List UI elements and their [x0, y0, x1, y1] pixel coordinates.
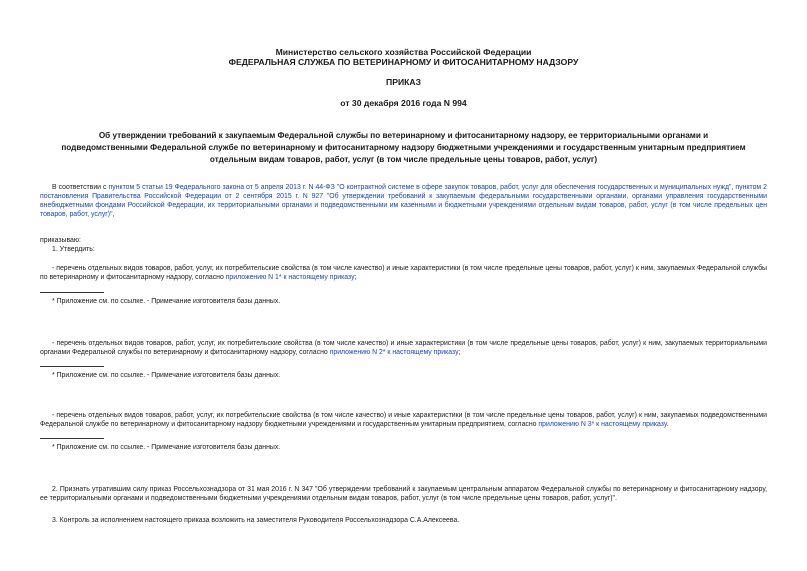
footnote: * Приложение см. по ссылке. - Примечание изготовителя базы данных. — [52, 298, 281, 305]
footnote: * Приложение см. по ссылке. - Примечание изготовителя базы данных. — [52, 444, 281, 451]
appendix-1-link[interactable]: приложению N 1* к настоящему приказу — [225, 274, 355, 281]
footnote-divider — [40, 292, 104, 293]
list-item — [40, 264, 767, 282]
ministry-name: Министерство сельского хозяйства Российской Федерации — [275, 47, 532, 57]
order-word: приказываю: — [40, 237, 81, 244]
footnote-divider — [40, 366, 104, 367]
government-decree-link[interactable]: пунктом 2 постановления Правительства Российской Федерации от 2 сентября 2015 г. N 927 "Об утверждении требований к закупаемым федеральными государственными органами, органами управления государственными внебюджетными фондами Российской Федерации, их территориальными органами и подведомственными им казенными и бюджетными учреждениями отдельным видам товаров, работ, услуг (в том числе предельных цен товаров, работ, услуг)" — [40, 184, 767, 218]
item-3-control: 3. Контроль за исполнением настоящего приказа возложить на заместителя Руководителя Россельхознадзора С.А.Алексеева. — [52, 517, 460, 524]
list-item-end: ; — [458, 349, 461, 356]
list-item-end: . — [666, 421, 669, 428]
list-item-text: - перечень отдельных видов товаров, работ, услуг, их потребительские свойства (в том числе качество) и иные характеристики (в том числе предельные цены товаров, работ, услуг) к ним, закупаемых подведомственными Федеральной службе по ветеринарному и фитосанитарному надзору бюджетными учреждениями и государственным унитарным предприятием, согласно — [40, 412, 767, 428]
preamble-paragraph — [40, 183, 767, 219]
service-name: ФЕДЕРАЛЬНАЯ СЛУЖБА ПО ВЕТЕРИНАРНОМУ И ФИТОСАНИТАРНОМУ НАДЗОРУ — [228, 57, 579, 67]
document-title: Об утверждении требований к закупаемым Федеральной службы по ветеринарному и фитосанитарному надзору, ее территориальными органами и подведомственными Федеральной службе по ветеринарному и фитосанитарному надзору бюджетными учреждениями и государственным унитарным предприятием отдельным видам товаров, работ, услуг (в том числе предельные цены товаров, работ, услуг) — [61, 131, 746, 164]
document-date-number: от 30 декабря 2016 года N 994 — [340, 98, 467, 108]
list-item-text: - перечень отдельных видов товаров, работ, услуг, их потребительские свойства (в том числе качество) и иные характеристики (в том числе предельные цены товаров, работ, услуг) к ним, закупаемых территориальными органами Федеральной службы по ветеринарному и фитосанитарному надзору, согласно — [40, 340, 767, 356]
list-item — [40, 339, 767, 357]
list-item-text: - перечень отдельных видов товаров, работ, услуг, их потребительские свойства (в том числе качество) и иные характеристики (в том числе предельные цены товаров, работ, услуг) к ним, закупаемых Федеральной службы по ветеринарному и фитосанитарному надзору, согласно — [40, 265, 767, 281]
appendix-2-link[interactable]: приложению N 2* к настоящему приказу — [329, 349, 459, 356]
document-type: ПРИКАЗ — [386, 77, 421, 87]
item-2-repeal: 2. Признать утратившим силу приказ Россельхознадзора от 31 мая 2016 г. N 347 "Об утверждении требований к закупаемым центральным аппаратом Федеральной службы по ветеринарному и фитосанитарному надзору, ее территориальными органами и подведомственными бюджетными учреждениями отдельным видам товаров, работ, услуг (в том числе предельные цены товаров, работ, услуг)". — [40, 486, 767, 502]
list-item-end: ; — [354, 274, 357, 281]
preamble-text-2: , — [731, 184, 736, 191]
item-1-approve: 1. Утвердить: — [52, 246, 95, 253]
preamble-text-1: В соответствии с — [52, 184, 109, 191]
federal-law-link[interactable]: пунктом 5 статьи 19 Федерального закона от 5 апреля 2013 г. N 44-ФЗ "О контрактной системе в сфере закупок товаров, работ, услуг для обеспечения государственных и муниципальных нужд" — [108, 184, 732, 191]
appendix-3-link[interactable]: приложению N 3* к настоящему приказу — [538, 421, 667, 428]
preamble-text-3: , — [112, 211, 115, 218]
footnote: * Приложение см. по ссылке. - Примечание изготовителя базы данных. — [52, 372, 281, 379]
list-item — [40, 411, 767, 429]
footnote-divider — [40, 438, 104, 439]
